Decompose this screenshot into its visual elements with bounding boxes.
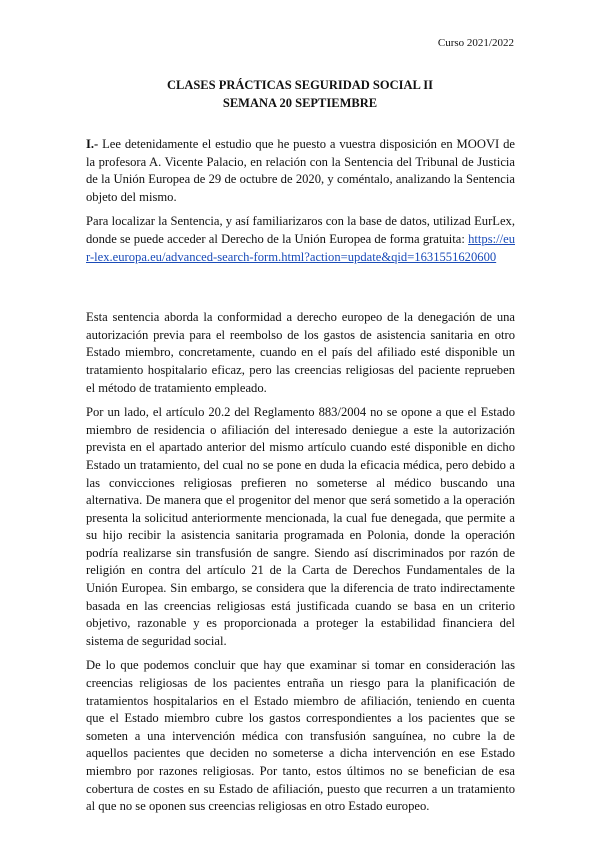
section-number: I.- [86,137,99,151]
spacer [86,273,515,309]
answer-paragraph-2: Por un lado, el artículo 20.2 del Reglamento 883/2004 no se opone a que el Estado miembro de residencia o afiliación del interesado deniegue a este la autorización prevista en el apartado anterior del mismo artículo cuando esté disponible en dicho Estado un tratamiento, del cual no se pone en duda la eficacia médica, pero debido a las convicciones religiosas prefieren no someterse al médico buscando una alternativa. De manera que el progenitor del menor que será sometido a la operación presenta la solicitud anteriormente mencionada, la cual fue denegada, que permite a su hijo recibir la asistencia sanitaria programada en Polonia, donde la operación podría realizarse sin transfusión de sangre. Siendo así discriminados por razón de religión en contra del artículo 21 de la Carta de Derechos Fundamentales de la Unión Europea. Sin embargo, se considera que la diferencia de trato indirectamente basada en las creencias religiosas está justificada cuando se basa en un criterio objetivo, razonable y es proporcionada a proteger la estabilidad financiera del sistema de seguridad social. [86,405,515,648]
eurlex-paragraph [86,213,515,266]
answer-paragraph-3: De lo que podemos concluir que hay que examinar si tomar en consideración las creencias religiosas de los pacientes entraña un riesgo para la planificación de tratamientos hospitalarios en el Estado miembro de afiliación, teniendo en cuenta que el Estado miembro cubre los gastos correspondientes a los pacientes que se someten a una intervención médica con transfusión sanguínea, no cubre la de aquellos pacientes que deciden no someterse a dicha intervención en ese Estado miembro por razones religiosas. Por tanto, estos últimos no se benefician de esa cobertura de costes en su Estado de afiliación, puesto que recurren a un tratamiento al que no se oponen sus creencias religiosas en otro Estado europeo. [86,658,515,814]
eurlex-text: Para localizar la Sentencia, y así familiarizaros con la base de datos, utilizad EurLex, donde se puede acceder al Derecho de la Unión Europea de forma gratuita: [86,214,515,246]
answer-paragraph-1: Esta sentencia aborda la conformidad a derecho europeo de la denegación de una autorización previa para el reembolso de los gastos de asistencia sanitaria en otro Estado miembro, concretamente, cuando en el país del afiliado esté disponible un tratamiento hospitalario eficaz, pero las creencias religiosas del paciente reprueben el método de tratamiento empleado. [86,310,515,395]
instruction-paragraph [86,136,515,206]
course-label: Curso 2021/2022 [437,37,514,49]
instruction-text: Lee detenidamente el estudio que he puesto a vuestra disposición en MOOVI de la profesora A. Vicente Palacio, en relación con la Sentencia del Tribunal de Justicia de la Unión Europea de 29 de octubre de 2020, y coméntalo, analizando la Sentencia objeto del mismo. [86,137,515,204]
document-title: CLASES PRÁCTICAS SEGURIDAD SOCIAL II [166,78,434,92]
eurlex-link[interactable]: https://eur-lex.europa.eu/advanced-search-form.html?action=update&qid=1631551620600 [86,231,515,264]
document-body [86,136,515,823]
document-subtitle: SEMANA 20 SEPTIEMBRE [222,96,378,110]
